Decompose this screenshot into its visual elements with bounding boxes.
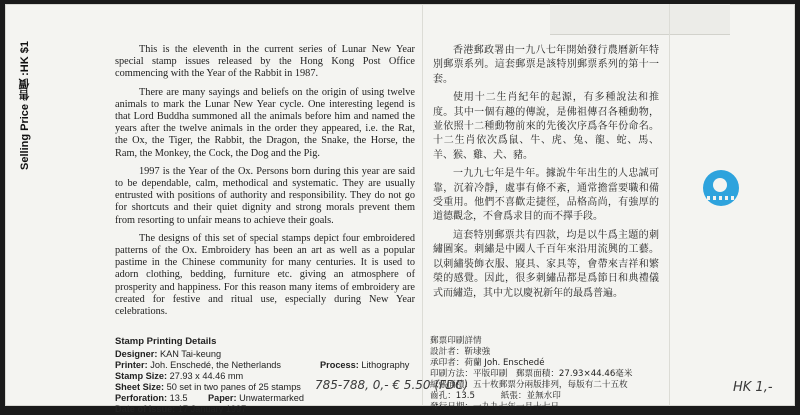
english-paragraph: The designs of this set of special stamps depict four embroidered patterns of the Ox. Embroidery has been an art as well as a popular pastime in the Chinese community for many centuries. It is used to adorn clothing, bedding, furniture etc. giving an atmosphere of prosperity and happiness. For this reason many items of embroidery are created for festive and ritual use, especially during New Year celebrations. (115, 232, 415, 318)
first-day-cover-back (5, 4, 795, 414)
english-paragraph: There are many sayings and beliefs on the origin of using twelve animals to mark the Lunar New Year cycle. One interesting legend is that Lord Buddha summoned all the animals before him and named the years after the twelve animals in the order they appeared, i.e. the Rat, the Ox, the Tiger, the Rabbit, the Dragon, the Snake, the Horse, the Ram, the Monkey, the Cock, the Dog and the Pig. (115, 86, 415, 159)
chinese-paragraph: 香港郵政署由一九八七年開始發行農曆新年特別郵票系列。這套郵票是該特別郵票系列的第十一套。 (433, 45, 659, 85)
hongkong-post-logo-icon (703, 170, 739, 206)
english-description (115, 44, 415, 324)
chinese-details-designer: 設計者：靳埭強 (430, 347, 491, 357)
chinese-paragraph: 一九九七年是牛年。據說牛年出生的人忠誠可靠，沉着冷靜，處事有條不紊，通常擔當要職和備受重用。他們不喜歡走捷徑，品格高尚，有強厚的道德觀念，不會爲求目的而不擇手段。 (433, 168, 659, 223)
chinese-details-printer: 承印者：荷蘭 Joh. Enschedé (430, 358, 545, 368)
chinese-description (433, 44, 659, 305)
selling-price-label: Selling Price 售價 :HK $1 (19, 41, 31, 171)
details-row-sheet: Sheet Size: 50 set in two panes of 25 stamps (115, 382, 301, 392)
english-paragraph: This is the eleventh in the current series of Lunar New Year special stamp issues released by the Hong Kong Post Office commencing with the Year of the Rabbit in 1987. (115, 44, 415, 80)
chinese-details-process: 印刷方法：平版印刷 郵票面積：27.93×44.46毫米 (430, 369, 633, 379)
envelope-flap-top (550, 4, 730, 35)
details-row-size: Stamp Size: 27.93 x 44.46 mm (115, 371, 244, 381)
details-row-designer: Designer: KAN Tai-keung (115, 349, 222, 359)
chinese-details-perforation: 齒孔：13.5 紙張：並無水印 (430, 391, 561, 401)
chinese-details-header: 郵票印刷詳情 (430, 336, 482, 346)
chinese-printing-details (430, 334, 730, 411)
details-header: Stamp Printing Details (115, 336, 217, 347)
chinese-details-sheet: 紙張面積：五十枚郵票分兩版排列，每版有二十五枚 (430, 380, 628, 390)
handwritten-price-note: HK 1,- (733, 380, 773, 395)
chinese-paragraph: 這套特別郵票共有四款，均是以牛爲主題的刺繡圖案。刺繡是中國人千百年來沿用流興的工藝。以刺繡裝飾衣服、寢具、家具等，會帶來吉祥和繁榮的感覺。因此，很多刺繡品都是爲節日和典禮儀式而繡造，其中尤以慶祝新年的最爲普遍。 (433, 229, 659, 299)
chinese-paragraph: 使用十二生肖紀年的起源，有多種說法和推度。其中一個有趣的傳說，是佛祖傳召各種動物，並依照十二種動物前來的先後次序爲各年份命名。十二生肖依次爲鼠、牛、虎、兔、龍、蛇、馬、羊、猴、雞、犬、豬。 (433, 92, 659, 161)
details-row-date: Date of Issue: 17 January 1997 (115, 404, 247, 414)
english-paragraph: 1997 is the Year of the Ox. Persons born during this year are said to be dependable, calm, methodical and systematic. They are usually entrusted with positions of authority and responsibility. They do not go for shortcuts and their quiet dignity and strong morals prevent them from resorting to unfair means to achieve their goals. (115, 165, 415, 226)
stamp-printing-details (115, 336, 415, 415)
handwritten-catalog-note: 785-788, 0,- € 5.50 (FDC) (315, 378, 469, 392)
details-row-perforation: Perforation: 13.5 Paper: Unwatermarked (115, 393, 304, 403)
details-row-printer: Printer: Joh. Enschedé, the Netherlands Process: Lithography (115, 360, 410, 370)
envelope-fold-line-left (422, 4, 423, 406)
chinese-details-date: 發行日期：一九九七年一月十七日 (430, 402, 559, 412)
